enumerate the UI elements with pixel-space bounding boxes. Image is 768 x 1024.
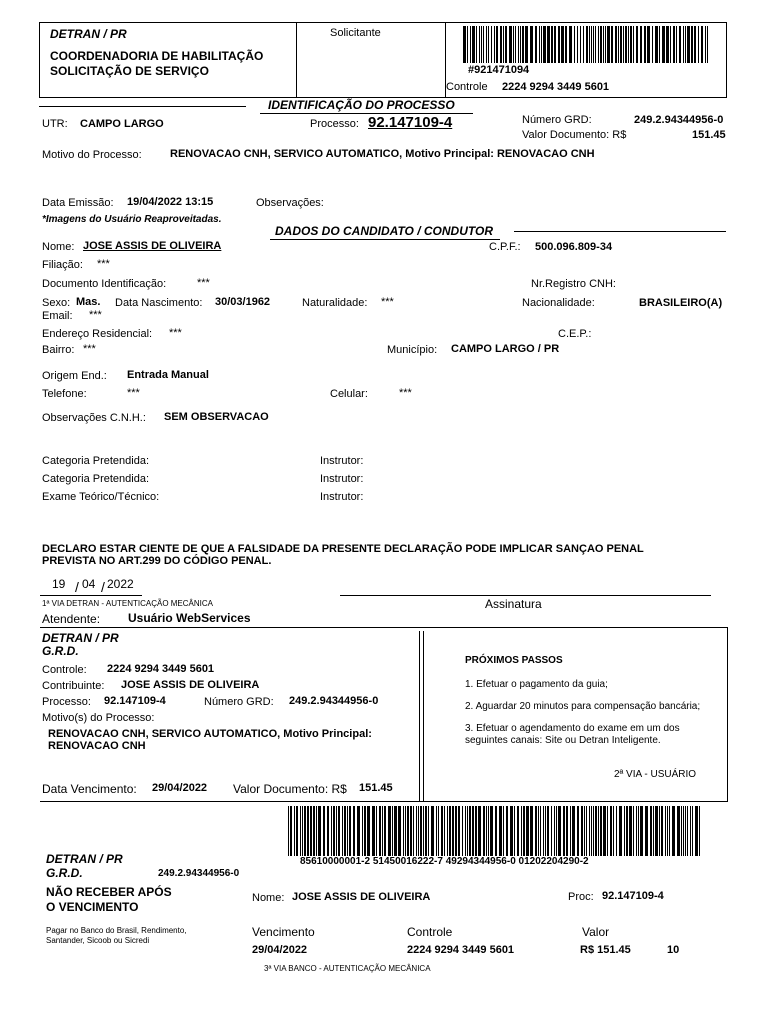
grd-controle-value: 2224 9294 3449 5601 [107, 663, 215, 675]
imagens-note: *Imagens do Usuário Reaproveitadas. [42, 214, 222, 225]
motivo-label: Motivo do Processo: [42, 149, 142, 161]
nascimento-label: Data Nascimento: [115, 297, 203, 309]
email-label: Email: [42, 310, 73, 322]
instrutor-2-label: Instrutor: [320, 473, 364, 485]
grd-processo-label: Processo: [42, 696, 91, 708]
filiacao-value: *** [97, 258, 110, 270]
passo-3-line1: 3. Efetuar o agendamento do exame em um dos [465, 723, 680, 734]
grd-contribuinte-value: JOSE ASSIS DE OLIVEIRA [121, 679, 260, 691]
utr-label: UTR: [42, 118, 68, 130]
grd-org: DETRAN / PR [42, 631, 119, 645]
grd-motivo-line2: RENOVACAO CNH [48, 740, 146, 752]
categoria-2-label: Categoria Pretendida: [42, 473, 150, 485]
grd-vencimento-value: 29/04/2022 [152, 782, 208, 794]
observacoes-label: Observações: [256, 197, 324, 209]
declaration-day: 19 [52, 577, 66, 591]
header-dept-line2: SOLICITAÇÃO DE SERVIÇO [50, 64, 209, 78]
signature-line [340, 595, 711, 596]
naturalidade-label: Naturalidade: [302, 297, 368, 309]
nacionalidade-value: BRASILEIRO(A) [639, 297, 723, 309]
via3-label: 3ª VIA BANCO - AUTENTICAÇÃO MECÂNICA [264, 964, 431, 973]
nao-receber-line1: NÃO RECEBER APÓS [46, 885, 172, 899]
celular-value: *** [399, 387, 412, 399]
atendente-value: Usuário WebServices [128, 611, 251, 625]
bank-nome-value: JOSE ASSIS DE OLIVEIRA [292, 891, 431, 903]
processo-label: Processo: [310, 118, 359, 130]
assinatura-label: Assinatura [485, 597, 542, 611]
bank-controle-label: Controle [407, 925, 453, 939]
valor-label: Valor Documento: R$ [522, 129, 627, 141]
exame-label: Exame Teórico/Técnico: [42, 491, 160, 503]
origem-value: Entrada Manual [127, 369, 209, 381]
bank-qty: 10 [667, 944, 680, 956]
obs-cnh-label: Observações C.N.H.: [42, 412, 146, 424]
telefone-label: Telefone: [42, 388, 87, 400]
linha-digitavel: 85610000001-2 51450016222-7 49294344956-0 01202204290-2 [300, 856, 589, 867]
utr-value: CAMPO LARGO [80, 118, 164, 130]
header-dept-line1: COORDENADORIA DE HABILITAÇÃO [50, 49, 264, 63]
grd-title: G.R.D. [42, 644, 79, 658]
telefone-value: *** [127, 387, 140, 399]
doc-ident-value: *** [197, 277, 210, 289]
municipio-label: Município: [387, 344, 438, 356]
bank-valor-value: R$ 151.45 [580, 944, 631, 956]
grd-numero-value: 249.2.94344956-0 [289, 695, 379, 707]
bank-venc-value: 29/04/2022 [252, 944, 308, 956]
bank-controle-value: 2224 9294 3449 5601 [407, 944, 515, 956]
atendente-label: Atendente: [42, 612, 101, 626]
via1-label: 1ª VIA DETRAN - AUTENTICAÇÃO MECÂNICA [42, 599, 213, 608]
celular-label: Celular: [330, 388, 368, 400]
instrutor-1-label: Instrutor: [320, 455, 364, 467]
passo-3-line2: seguintes canais: Site ou Detran Inteligente. [465, 735, 661, 746]
sexo-value: Mas. [76, 296, 101, 308]
grd-motivo-line1: RENOVACAO CNH, SERVICO AUTOMATICO, Motivo Principal: [48, 728, 372, 740]
pagar-line2: Santander, Sicoob ou Sicredi [46, 936, 150, 945]
naturalidade-value: *** [381, 296, 394, 308]
obs-cnh-value: SEM OBSERVACAO [164, 411, 269, 423]
filiacao-label: Filiação: [42, 259, 83, 271]
emissao-label: Data Emissão: [42, 197, 114, 209]
grd-bottom-rule [40, 801, 728, 802]
nao-receber-line2: O VENCIMENTO [46, 900, 139, 914]
grd-value: 249.2.94344956-0 [634, 114, 724, 126]
bank-nome-label: Nome: [252, 892, 285, 904]
nascimento-value: 30/03/1962 [215, 296, 271, 308]
bairro-label: Bairro: [42, 344, 75, 356]
categoria-1-label: Categoria Pretendida: [42, 455, 150, 467]
origem-label: Origem End.: [42, 370, 107, 382]
bank-venc-label: Vencimento [252, 925, 315, 939]
declaration-line2: PREVISTA NO ART.299 DO CÓDIGO PENAL. [42, 555, 272, 567]
bank-valor-label: Valor [582, 925, 610, 939]
candidate-section-title: DADOS DO CANDIDATO / CONDUTOR [275, 224, 494, 238]
motivo-value: RENOVACAO CNH, SERVICO AUTOMATICO, Motivo Principal: RENOVACAO CNH [170, 148, 595, 160]
instrutor-3-label: Instrutor: [320, 491, 364, 503]
process-title-rule-left [39, 106, 246, 107]
nacionalidade-label: Nacionalidade: [522, 297, 595, 309]
proximos-title: PRÓXIMOS PASSOS [465, 655, 563, 666]
declaration-line1: DECLARO ESTAR CIENTE DE QUE A FALSIDADE DA PRESENTE DECLARAÇÃO PODE IMPLICAR SANÇAO PENAL [42, 543, 644, 555]
grd-motivos-label: Motivo(s) do Processo: [42, 712, 155, 724]
nome-label: Nome: [42, 241, 75, 253]
passo-1: 1. Efetuar o pagamento da guia; [465, 679, 608, 690]
process-section-title: IDENTIFICAÇÃO DO PROCESSO [268, 98, 455, 112]
email-value: *** [89, 309, 102, 321]
date-slash-1: / [75, 579, 79, 595]
sexo-label: Sexo: [42, 297, 71, 309]
bank-proc-label: Proc: [568, 891, 594, 903]
cpf-value: 500.096.809-34 [535, 241, 613, 253]
valor-value: 151.45 [692, 129, 726, 141]
doc-ident-label: Documento Identificação: [42, 278, 167, 290]
grd-divider-a [419, 631, 420, 801]
processo-value: 92.147109-4 [368, 114, 453, 131]
cep-label: C.E.P.: [558, 328, 592, 340]
nr-cnh-label: Nr.Registro CNH: [531, 278, 616, 290]
endereco-value: *** [169, 327, 182, 339]
bairro-value: *** [83, 343, 96, 355]
cpf-label: C.P.F.: [489, 241, 521, 253]
declaration-month: 04 [82, 577, 96, 591]
via2-label: 2ª VIA - USUÁRIO [614, 769, 697, 780]
grd-valor-label: Valor Documento: R$ [233, 782, 347, 796]
grd-controle-label: Controle: [42, 664, 87, 676]
candidate-title-rule-under [270, 239, 500, 240]
declaration-year: 2022 [107, 577, 134, 591]
header-controle-value: 2224 9294 3449 5601 [502, 81, 610, 93]
grd-label: Número GRD: [522, 114, 592, 126]
bank-barcode [288, 806, 704, 856]
date-slash-2: / [101, 579, 105, 595]
nome-value: JOSE ASSIS DE OLIVEIRA [83, 240, 222, 252]
solicitante-label: Solicitante [330, 27, 381, 39]
bank-org: DETRAN / PR [46, 852, 123, 866]
date-rule [40, 595, 142, 596]
header-barcode [463, 26, 713, 63]
bank-proc-value: 92.147109-4 [602, 890, 664, 902]
grd-valor-value: 151.45 [359, 782, 393, 794]
emissao-value: 19/04/2022 13:15 [127, 196, 214, 208]
header-hash-code: #921471094 [468, 64, 530, 76]
grd-right-border [727, 627, 728, 802]
grd-vencimento-label: Data Vencimento: [42, 782, 137, 796]
endereco-label: Endereço Residencial: [42, 328, 153, 340]
bank-grd-title: G.R.D. [46, 866, 83, 880]
pagar-line1: Pagar no Banco do Brasil, Rendimento, [46, 926, 187, 935]
candidate-title-rule [514, 231, 726, 232]
grd-processo-value: 92.147109-4 [104, 695, 166, 707]
header-divider-1 [296, 22, 297, 98]
municipio-value: CAMPO LARGO / PR [451, 343, 560, 355]
grd-divider-b [423, 631, 424, 801]
bank-grd-value: 249.2.94344956-0 [158, 868, 240, 879]
passo-2: 2. Aguardar 20 minutos para compensação bancária; [465, 701, 701, 712]
grd-contribuinte-label: Contribuinte: [42, 680, 105, 692]
header-controle-label: Controle [446, 81, 488, 93]
header-org: DETRAN / PR [50, 27, 127, 41]
grd-numero-label: Número GRD: [204, 696, 274, 708]
atendente-rule [40, 627, 727, 628]
